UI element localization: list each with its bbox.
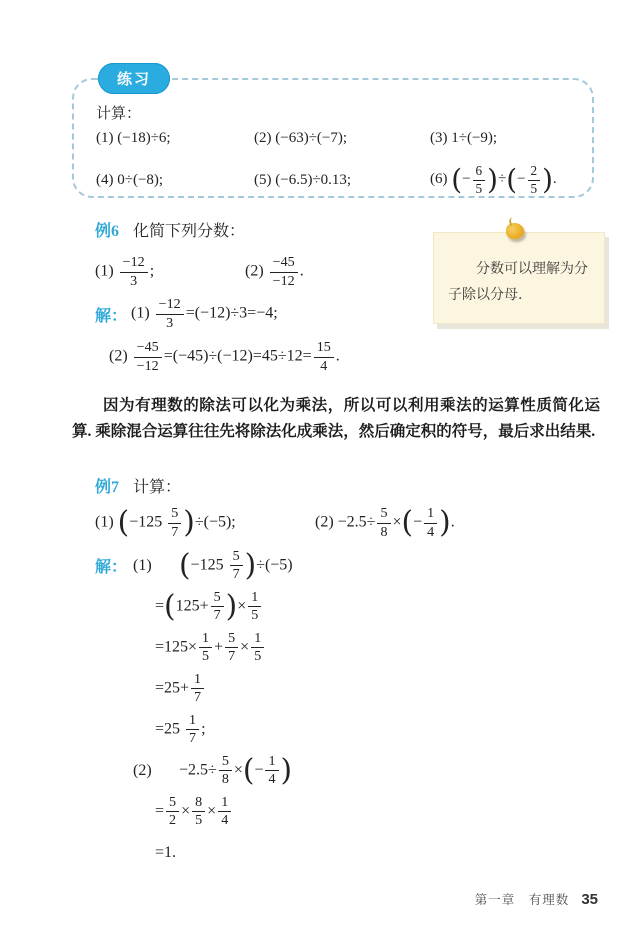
example-7-problem-2: (2) −2.5÷ $\frac{5}{8}$ ×(− $\frac{1}{4}$ ). — [315, 505, 455, 540]
example-7-title: 计算： — [133, 479, 182, 496]
equation-line — [95, 791, 575, 832]
example-7-heading — [95, 474, 575, 497]
margin-note-text: 分数可以理解为分子除以分母. — [448, 261, 588, 303]
example-6-solution-line-1 — [95, 293, 455, 335]
example-6-tag: 例6 — [95, 223, 120, 240]
example-7-problems — [95, 501, 575, 545]
example-6-heading — [95, 218, 455, 241]
footer-chapter-title: 第一章 有理数 — [474, 893, 570, 907]
example-6-title: 化简下列分数： — [133, 223, 246, 240]
practice-item-3: (3) 1÷(−9); — [430, 130, 498, 146]
example-6-problem-2: (2) $\frac{-45}{-12}$ . — [245, 254, 304, 289]
example-7-tag: 例7 — [95, 479, 120, 496]
equation-line — [95, 627, 575, 668]
margin-note — [433, 232, 605, 324]
expression: =25+ $\frac{1}{7}$ — [155, 672, 206, 705]
solution-label: 解： — [95, 559, 128, 576]
practice-label: 练习 — [98, 63, 170, 94]
equation-line — [95, 750, 575, 791]
expression: =125× $\frac{1}{5}$ + $\frac{5}{7}$ × $\frac{1}{5}$ — [155, 631, 266, 664]
equation-line — [95, 586, 575, 627]
example-6-section — [95, 218, 455, 379]
pushpin-icon — [506, 223, 524, 239]
example-6-problem-1: (1) $\frac{-12}{3}$ ; — [95, 254, 155, 289]
practice-item-4: (4) 0÷(−8); — [96, 171, 164, 188]
equation-line — [95, 545, 575, 586]
example-6-solution-line-2 — [109, 335, 455, 379]
practice-item-1: (1) (−18)÷6; — [96, 130, 171, 146]
practice-item-6: (6) (− $\frac{6}{5}$ )÷(− $\frac{2}{5}$ ). — [430, 163, 557, 197]
practice-box — [72, 71, 594, 198]
expression: =25 $\frac{1}{7}$ ; — [155, 711, 206, 746]
equation-line — [95, 709, 575, 750]
expression: (−125 $\frac{5}{7}$ )÷(−5) — [179, 547, 293, 582]
practice-item-5: (5) (−6.5)÷0.13; — [254, 171, 352, 188]
expression: =(125+ $\frac{5}{7}$ )× $\frac{1}{5}$ — [155, 590, 263, 623]
example-7-problem-1: (1) (−125 $\frac{5}{7}$ )÷(−5); — [95, 505, 236, 540]
practice-row-2 — [96, 160, 557, 200]
practice-row-1 — [96, 130, 497, 147]
page-footer — [475, 890, 598, 908]
footer-page-number: 35 — [581, 891, 598, 908]
expression: = $\frac{5}{2}$ × $\frac{8}{5}$ × $\frac{1}{4}$ — [155, 795, 233, 828]
equation-line — [95, 668, 575, 709]
practice-intro: 计算： — [96, 106, 142, 122]
expression: −2.5÷ $\frac{5}{8}$ ×(− $\frac{1}{4}$ ) — [179, 752, 293, 787]
example-6-problems — [95, 251, 455, 293]
part-number: (2) — [133, 761, 152, 779]
equation-line — [95, 832, 575, 873]
example-7-section — [95, 474, 575, 873]
expression: =1. — [155, 843, 177, 861]
practice-item-2: (2) (−63)÷(−7); — [254, 130, 348, 146]
body-paragraph: 因为有理数的除法可以化为乘法，所以可以利用乘法的运算性质简化运算. 乘除混合运算往往先将除法化成乘法，然后确定积的符号，最后求出结果. — [72, 397, 600, 441]
example-6-solution-expr-1: (1) $\frac{-12}{3}$ =(−12)÷3=−4; — [131, 296, 278, 331]
part-number: (1) — [133, 556, 152, 574]
solution-label: 解： — [95, 307, 128, 325]
example-6-solution-expr-2: (2) $\frac{-45}{-12}$ =(−45)÷(−12)=45÷12= $\frac{15}{4}$ . — [109, 339, 340, 374]
